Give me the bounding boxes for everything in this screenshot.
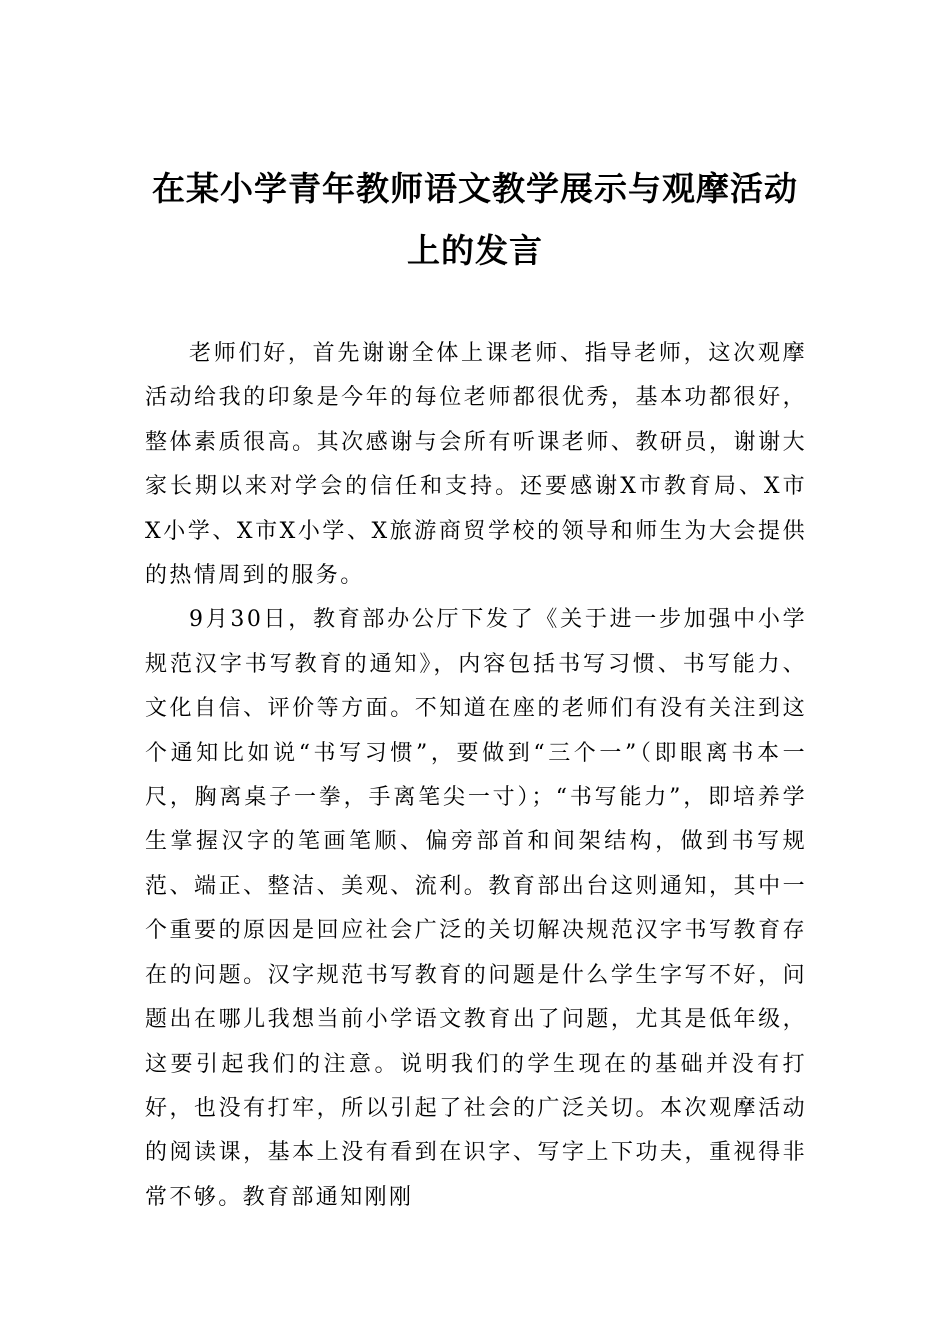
document-title: 在某小学青年教师语文教学展示与观摩活动上的发言 bbox=[152, 169, 798, 270]
paragraph-1: 老师们好，首先谢谢全体上课老师、指导老师，这次观摩活动给我的印象是今年的每位老师都很优秀，基本功都很好，整体素质很高。其次感谢与会所有听课老师、教研员，谢谢大家长期以来对学会的信任和支持。还要感谢X市教育局、X市X小学、X市X小学、X旅游商贸学校的领导和师生为大会提供的热情周到的服务。 bbox=[145, 341, 807, 589]
document-body bbox=[145, 332, 807, 1220]
paragraph-2: 9月30日，教育部办公厅下发了《关于进一步加强中小学规范汉字书写教育的通知》，内容包括书写习惯、书写能力、文化自信、评价等方面。不知道在座的老师们有没有关注到这个通知比如说“书写习惯”，要做到“三个一”（即眼离书本一尺，胸离桌子一拳，手离笔尖一寸）；“书写能力”，即培养学生掌握汉字的笔画笔顺、偏旁部首和间架结构，做到书写规范、端正、整洁、美观、流利。教育部出台这则通知，其中一个重要的原因是回应社会广泛的关切解决规范汉字书写教育存在的问题。汉字规范书写教育的问题是什么学生字写不好，问题出在哪儿我想当前小学语文教育出了问题，尤其是低年级，这要引起我们的注意。说明我们的学生现在的基础并没有打好，也没有打牢，所以引起了社会的广泛关切。本次观摩活动的阅读课，基本上没有看到在识字、写字上下功夫，重视得非常不够。教育部通知刚刚 bbox=[145, 607, 807, 1210]
